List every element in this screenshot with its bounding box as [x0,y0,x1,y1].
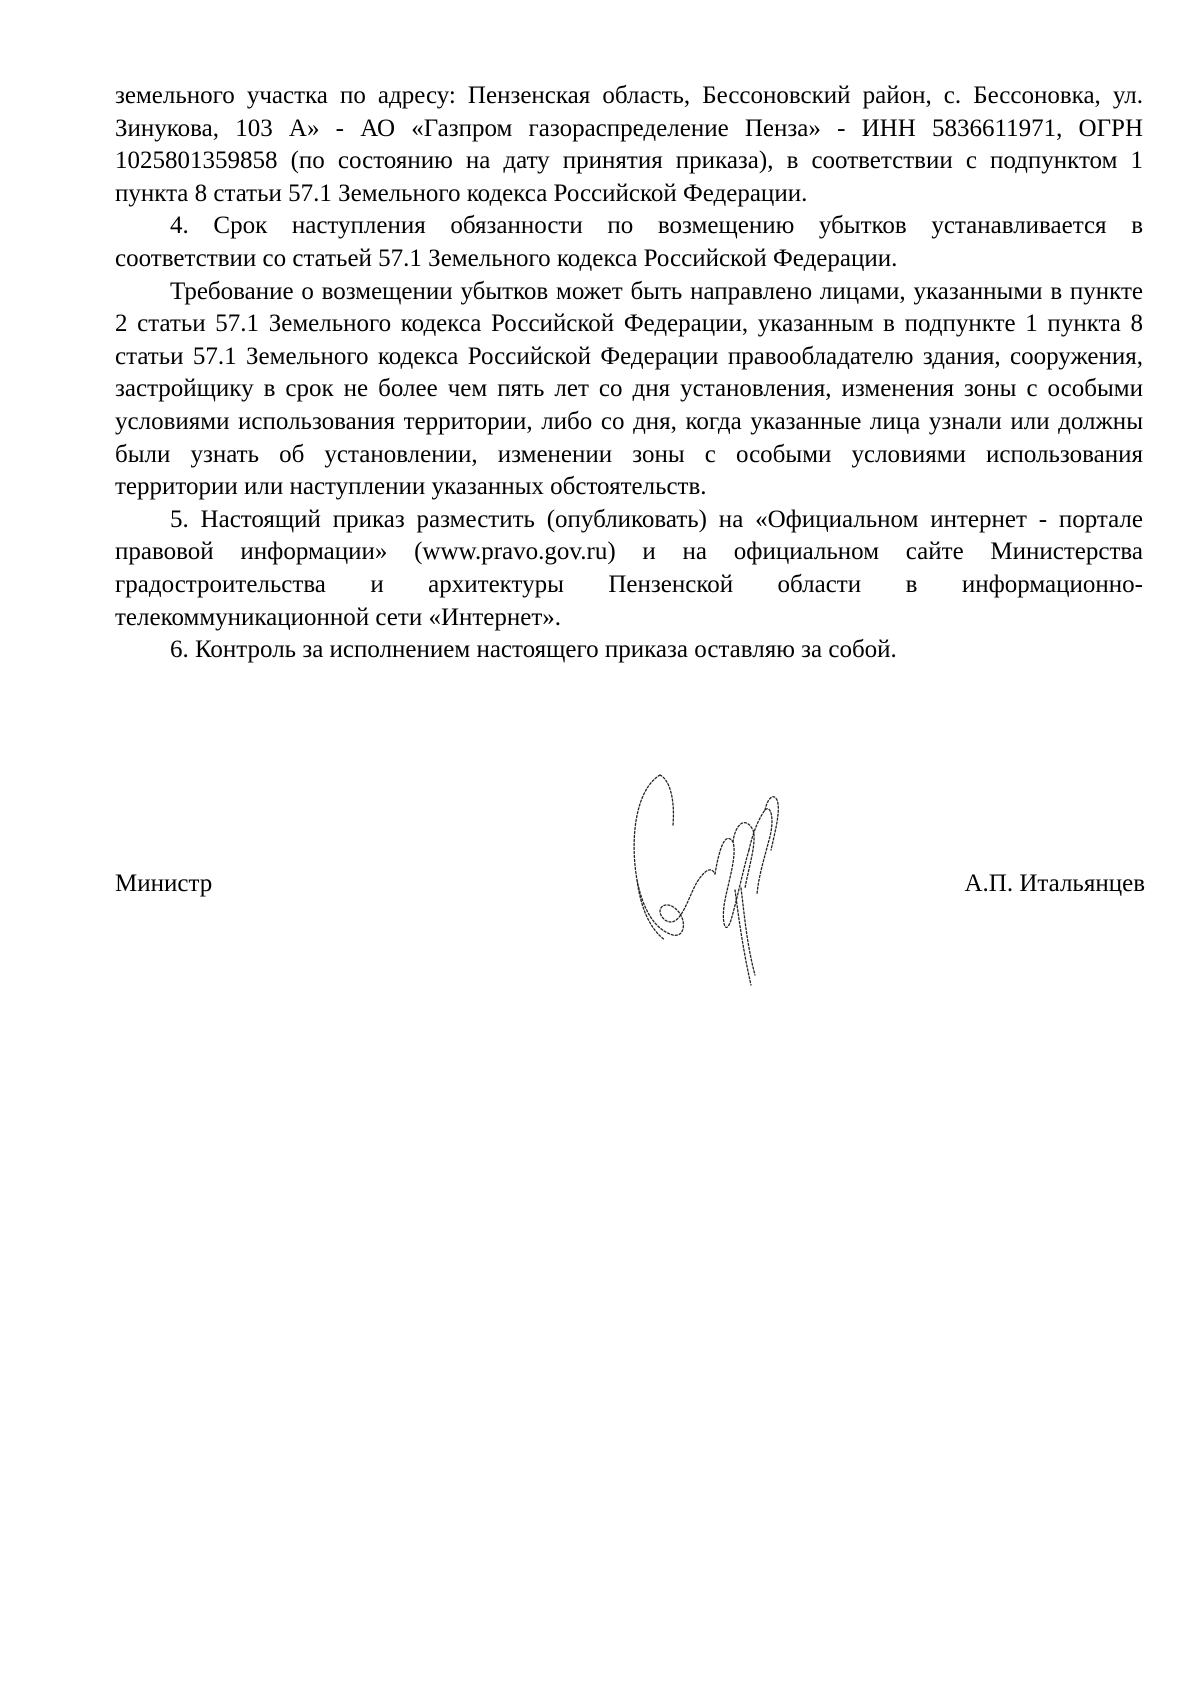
signer-title: Министр [115,870,213,897]
paragraph-damages-claim: Требование о возмещении убытков может быть направлено лицами, указанными в пункте 2 статьи 57.1 Земельного кодекса Российской Федерации, указанным в подпункте 1 пункта 8 статьи 57.1 Земельного кодекса Российской Федерации правообладателю здания, сооружения, застройщику в срок не более чем пять лет со дня установления, изменения зоны с особыми условиями использования территории, либо со дня, когда указанные лица узнали или должны были узнать об установлении, изменении зоны с особыми условиями использования территории или наступлении указанных обстоятельств. [115,277,1143,501]
document-body [115,80,1143,667]
signer-name: А.П. Итальянцев [964,870,1145,897]
paragraph-land-plot-address: земельного участка по адресу: Пензенская область, Бессоновский район, с. Бессоновка, ул. Зинукова, 103 А» - АО «Газпром газораспределение Пенза» - ИНН 5836611971, ОГРН 1025801359858 (по состоянию на дату принятия приказа), в соответствии с подпунктом 1 пункта 8 статьи 57.1 Земельного кодекса Российской Федерации. [115,82,1143,207]
paragraph-item-5: 5. Настоящий приказ разместить (опубликовать) на «Официальном интернет - портале правовой информации» (www.pravo.gov.ru) и на официальном сайте Министерства градостроительства и архитектуры Пензенской области в информационно-телекоммуникационной сети «Интернет». [115,505,1143,631]
paragraph-item-6: 6. Контроль за исполнением настоящего приказа оставляю за собой. [170,636,897,664]
handwritten-signature [625,770,795,1000]
paragraph-item-4: 4. Срок наступления обязанности по возмещению убытков устанавливается в соответствии со статьей 57.1 Земельного кодекса Российской Федерации. [115,212,1143,272]
